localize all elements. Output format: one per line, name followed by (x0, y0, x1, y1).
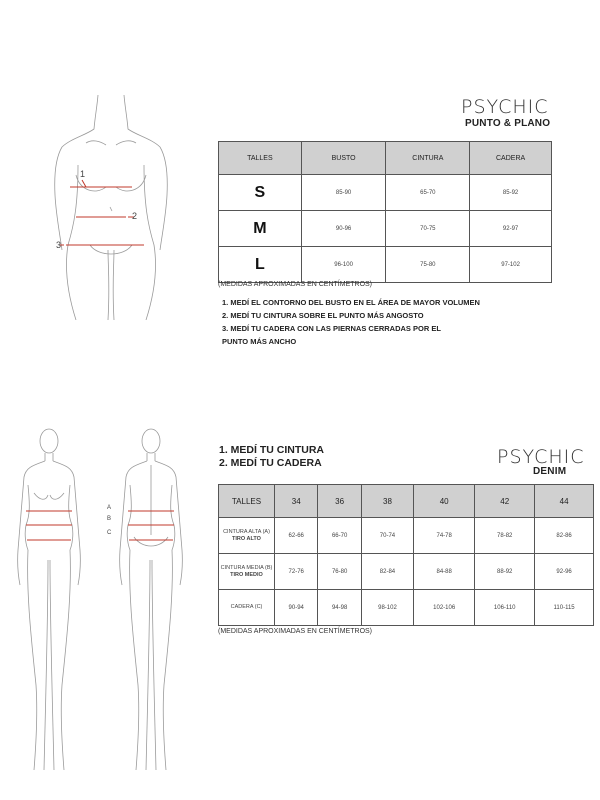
value-cell: 96-100 (301, 247, 386, 283)
measurement-note: (MEDIDAS APROXIMADAS EN CENTÍMETROS) (218, 281, 373, 288)
table-row (219, 554, 594, 590)
size-cell: S (219, 175, 302, 211)
header-size-40: 40 (414, 485, 475, 518)
value-cell: 92-97 (470, 211, 552, 247)
header-size-38: 38 (361, 485, 413, 518)
value-cell: 102-106 (414, 590, 475, 626)
header-talles: TALLES (219, 142, 302, 175)
section-subtitle: PUNTO & PLANO (465, 118, 551, 129)
value-cell: 70-75 (386, 211, 470, 247)
value-cell: 76-80 (318, 554, 361, 590)
header-size-44: 44 (535, 485, 594, 518)
table-row (219, 590, 594, 626)
header-size-42: 42 (475, 485, 535, 518)
value-cell: 78-82 (475, 518, 535, 554)
brand-logo: PSYCHIC (461, 96, 549, 118)
header-size-34: 34 (275, 485, 318, 518)
value-cell: 66-70 (318, 518, 361, 554)
row-sublabel: TIRO ALTO (232, 535, 261, 542)
instruction-2: 2. MEDÍ TU CINTURA SOBRE EL PUNTO MÁS ANGOSTO (222, 311, 424, 320)
figure-label-3: 3 (56, 240, 62, 250)
table-row (219, 211, 552, 247)
value-cell: 70-74 (361, 518, 413, 554)
instruction-3-continued: PUNTO MÁS ANCHO (222, 337, 297, 346)
table-row (219, 518, 594, 554)
row-label-text: CINTURA MEDIA (B) (220, 564, 273, 571)
header-talles: TALLES (219, 485, 275, 518)
value-cell: 97-102 (470, 247, 552, 283)
value-cell: 62-66 (275, 518, 318, 554)
value-cell: 65-70 (386, 175, 470, 211)
value-cell: 82-84 (361, 554, 413, 590)
row-label-cintura-alta (219, 518, 275, 554)
denim-subtitle: DENIM (533, 466, 567, 477)
size-table-punto-plano (218, 141, 552, 283)
value-cell: 92-96 (535, 554, 594, 590)
table-row (219, 175, 552, 211)
value-cell: 94-98 (318, 590, 361, 626)
value-cell: 82-86 (535, 518, 594, 554)
value-cell: 90-96 (301, 211, 386, 247)
value-cell: 98-102 (361, 590, 413, 626)
header-busto: BUSTO (301, 142, 386, 175)
value-cell: 88-92 (475, 554, 535, 590)
torso-illustration (50, 95, 170, 320)
instruction-3: 3. MEDÍ TU CADERA CON LAS PIERNAS CERRADAS POR EL (222, 324, 441, 333)
value-cell: 110-115 (535, 590, 594, 626)
row-label-cintura-media (219, 554, 275, 590)
denim-instruction-1: 1. MEDÍ TU CINTURA (219, 444, 324, 456)
instruction-1: 1. MEDÍ EL CONTORNO DEL BUSTO EN EL ÁREA DE MAYOR VOLUMEN (222, 298, 480, 307)
value-cell: 90-94 (275, 590, 318, 626)
denim-instruction-2: 2. MEDÍ TU CADERA (219, 457, 322, 469)
figure-label-1: 1 (80, 169, 86, 179)
value-cell: 84-88 (414, 554, 475, 590)
figure-label-a: A (107, 505, 112, 511)
row-sublabel: TIRO MEDIO (230, 571, 263, 578)
value-cell: 85-92 (470, 175, 552, 211)
header-cintura: CINTURA (386, 142, 470, 175)
header-size-36: 36 (318, 485, 361, 518)
front-figure-illustration (12, 425, 87, 775)
measurement-note-denim: (MEDIDAS APROXIMADAS EN CENTÍMETROS) (218, 628, 373, 635)
back-figure-illustration (114, 425, 189, 775)
row-label-text: CINTURA ALTA (A) (223, 528, 270, 535)
value-cell: 74-78 (414, 518, 475, 554)
row-label-text: CADERA (C) (230, 604, 263, 611)
figure-label-b: B (107, 516, 112, 522)
value-cell: 85-90 (301, 175, 386, 211)
row-label-cadera (219, 590, 275, 626)
header-cadera: CADERA (470, 142, 552, 175)
figure-label-c: C (107, 530, 112, 536)
brand-logo-denim: PSYCHIC (497, 446, 585, 468)
size-cell: L (219, 247, 302, 283)
size-cell: M (219, 211, 302, 247)
value-cell: 72-76 (275, 554, 318, 590)
table-row (219, 247, 552, 283)
figure-label-2: 2 (132, 211, 138, 221)
size-table-denim (218, 484, 594, 626)
value-cell: 106-110 (475, 590, 535, 626)
value-cell: 75-80 (386, 247, 470, 283)
